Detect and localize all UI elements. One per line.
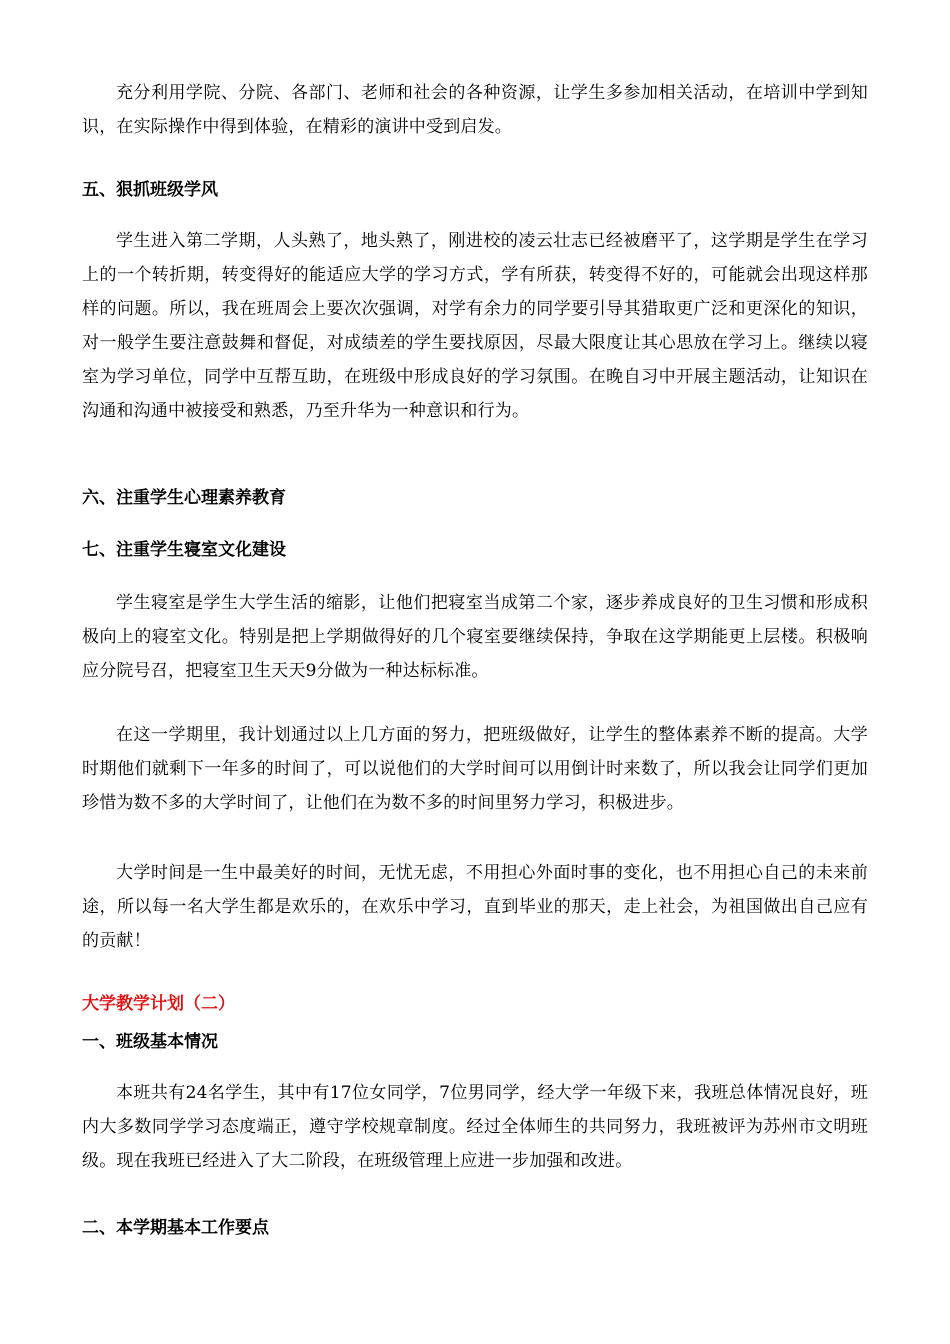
paragraph-dormitory: 学生寝室是学生大学生活的缩影，让他们把寝室当成第二个家，逐步养成良好的卫生习惯和形成积极向上的寝室文化。特别是把上学期做得好的几个寝室要继续保持，争取在这学期能更上层楼。积极响应分院号召，把寝室卫生天天9分做为一种达标标准。 xyxy=(82,593,868,681)
heading-class-situation: 一、班级基本情况 xyxy=(82,1032,218,1052)
heading-study-style: 五、狠抓班级学风 xyxy=(82,180,218,200)
paragraph-university-time: 大学时间是一生中最美好的时间，无忧无虑，不用担心外面时事的变化，也不用担心自己的未来前途，所以每一名大学生都是欢乐的，在欢乐中学习，直到毕业的那天，走上社会，为祖国做出自己应有的贡献！ xyxy=(82,863,868,951)
section-title: 大学教学计划（二） xyxy=(82,994,235,1014)
heading-psychology: 六、注重学生心理素养教育 xyxy=(82,488,286,508)
paragraph-resources: 充分利用学院、分院、各部门、老师和社会的各种资源，让学生多参加相关活动，在培训中学到知识，在实际操作中得到体验，在精彩的演讲中受到启发。 xyxy=(82,83,868,137)
heading-dormitory: 七、注重学生寝室文化建设 xyxy=(82,540,286,560)
paragraph-semester-plan: 在这一学期里，我计划通过以上几方面的努力，把班级做好，让学生的整体素养不断的提高。大学时期他们就剩下一年多的时间了，可以说他们的大学时间可以用倒计时来数了，所以我会让同学们更加珍惜为数不多的大学时间了，让他们在为数不多的时间里努力学习，积极进步。 xyxy=(82,725,868,813)
paragraph-class-situation: 本班共有24名学生，其中有17位女同学，7位男同学，经大学一年级下来，我班总体情况良好，班内大多数同学学习态度端正，遵守学校规章制度。经过全体师生的共同努力，我班被评为苏州市文明班级。现在我班已经进入了大二阶段，在班级管理上应进一步加强和改进。 xyxy=(82,1083,868,1171)
heading-work-points: 二、本学期基本工作要点 xyxy=(82,1218,269,1238)
paragraph-study-style: 学生进入第二学期，人头熟了，地头熟了，刚进校的凌云壮志已经被磨平了，这学期是学生在学习上的一个转折期，转变得好的能适应大学的学习方式，学有所获，转变得不好的，可能就会出现这样那样的问题。所以，我在班周会上要次次强调，对学有余力的同学要引导其猎取更广泛和更深化的知识，对一般学生要注意鼓舞和督促，对成绩差的学生要找原因，尽最大限度让其心思放在学习上。继续以寝室为学习单位，同学中互帮互助，在班级中形成良好的学习氛围。在晚自习中开展主题活动，让知识在沟通和沟通中被接受和熟悉，乃至升华为一种意识和行为。 xyxy=(82,231,868,421)
